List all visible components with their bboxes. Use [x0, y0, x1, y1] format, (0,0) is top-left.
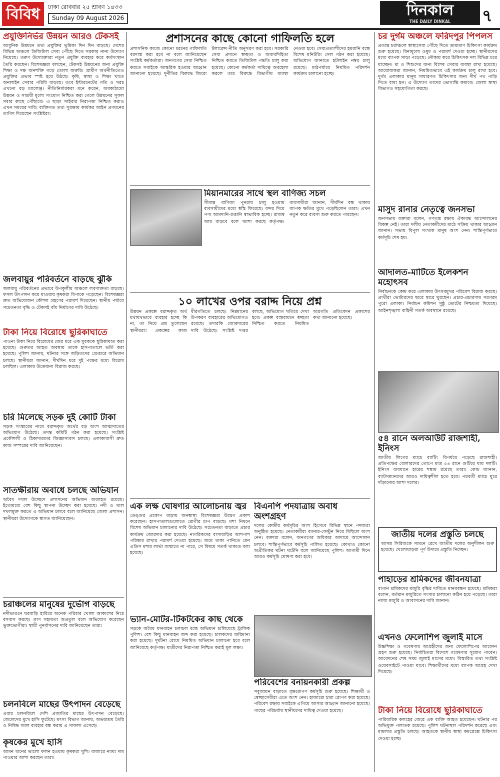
article-body: দলের কেন্দ্রীয় কর্মসূচির অংশ হিসেবে বিভিন্ন স্থানে পদযাত্রা অনুষ্ঠিত হয়েছে। নেতাকর্মীরা ব্যানার-ফেস্টুন নিয়ে মিছিলে অংশ নেন। বক্তারা বলেন, জনগণের অধিকার আদায়ে আন্দোলন চলবে। শান্তিপূর্ণভাবে কর্মসূচি পালিত হয়েছে। কোথাও কোনো অপ্রীতিকর ঘটনা ঘটেনি বলে জানিয়েছে পুলিশ। আগামী দিনে আরও কর্মসূচি ঘোষণা করা হবে।	[254, 524, 370, 561]
article-body: সীমান্ত বাণিজ্য পুনরায় চালু হওয়ায় ব্যবসায়ীদের মধ্যে স্বস্তি ফিরেছে। বন্দর দিয়ে পণ্য আমদানি-রপ্তানি স্বাভাবিক হচ্ছে। রাজস্ব আয় বাড়বে বলে আশা করছে কর্তৃপক্ষ। ব্যবসায়ীরা জানান, দীর্ঘদিন বন্ধ থাকায় ব্যাপক ক্ষতির মুখে পড়েছিলেন তারা। এখন নতুন করে ব্যবসা শুরু করতে পারছেন।	[204, 201, 370, 225]
page-number: ৭	[482, 6, 493, 25]
article-headline: বিএনপি পদযাত্রায় অবাধ অংশগ্রহণ	[254, 502, 338, 522]
article-body: বাগান শ্রমিকদের মজুরি বৃদ্ধির দাবিতে মানববন্ধন হয়েছে। শ্রমিকরা বলেন, বর্তমান মজুরিতে সংসার চালানো কঠিন হয়ে পড়েছে। তারা ন্যায্য মজুরি ও আবাসনের দাবি জানান।	[378, 587, 497, 605]
article-headline: কৃষকের মুখে হাসি	[3, 738, 63, 748]
section-divider	[130, 292, 370, 293]
date-english: Sunday 09 August 2026	[48, 13, 128, 24]
article	[130, 32, 370, 182]
article-body: পাওনা টাকা নিয়ে বিরোধের জের ধরে এক যুবককে ছুরিকাঘাত করা হয়েছে। গুরুতর আহত অবস্থায় তাকে হাসপাতালে ভর্তি করা হয়েছে। পুলিশ জানায়, ঘটনার সঙ্গে জড়িতদের গ্রেপ্তারে অভিযান চলছে। স্থানীয়রা জানান, দীর্ঘদিন ধরে দুই পক্ষের মধ্যে বিরোধ চলছিল। এলাকায় উত্তেজনা বিরাজ করছে।	[3, 340, 124, 370]
article-headline: মাসুদ রানার নেতৃত্বে জনসভা	[378, 205, 475, 215]
article-body: আমন ধানের ভালো ফলন হওয়ায় কৃষকরা খুশি। বাজারে ন্যায্য দাম পাওয়ার আশা করছেন তারা।	[3, 750, 124, 762]
article	[3, 700, 124, 734]
masthead	[0, 0, 500, 30]
article-body: সড়ক সংস্কারের নামে বরাদ্দকৃত অর্থের বড় অংশ আত্মসাতের অভিযোগ উঠেছে। তদন্ত কমিটি গঠন করা হয়েছে। সংশ্লিষ্ট প্রকৌশলী ও ঠিকাদারদের জিজ্ঞাসাবাদ চলছে। এলাকাবাসী দ্রুত কাজ সম্পন্নের দাবি জানিয়েছেন।	[3, 425, 124, 449]
article-headline: এক লক্ষ ঘোষণার আলোচনায় জ্বর	[130, 502, 247, 512]
article-headline: জাতীয় দলের প্রস্তুতি চলছে	[391, 530, 484, 540]
article-body: নদীভাঙনে ঘরবাড়ি হারিয়ে অনেক পরিবার খোলা আকাশের নিচে বসবাস করছে। ত্রাণ সহায়তা অপ্রতুল বলে অভিযোগ করেছেন ভুক্তভোগীরা। স্থায়ী পুনর্বাসনের দাবি জানিয়েছেন তারা।	[3, 612, 124, 630]
article	[130, 615, 250, 772]
article	[378, 32, 497, 202]
news-photo	[254, 615, 372, 677]
article-body: প্রত্যন্ত চরাঞ্চলে স্বাস্থ্যসেবা পৌঁছে দিতে ভ্রাম্যমাণ চিকিৎসা কার্যক্রম শুরু হয়েছে। বিনামূল্যে ওষুধ ও পরামর্শ দেওয়া হচ্ছে। স্থানীয়দের মধ্যে ব্যাপক সাড়া পড়েছে। নৌকায় করে চিকিৎসক দল বিভিন্ন চরে যাচ্ছেন। মা ও শিশুদের জন্য বিশেষ সেবার ব্যবস্থা রাখা হয়েছে। আয়োজকরা জানান, নিয়মিতভাবে এই কার্যক্রম চালু রাখা হবে। দুর্গম এলাকার মানুষ সাধারণত চিকিৎসার জন্য দীর্ঘ পথ পাড়ি দিতে বাধ্য হন। এ উদ্যোগ তাদের ভোগান্তি কমাবে। জেলা স্বাস্থ্য বিভাগও সহযোগিতা করছে।	[378, 44, 497, 93]
news-photo	[378, 371, 499, 433]
article-body: জাতীয় লিগের ম্যাচে ব্যাটিং বিপর্যয়ে পড়েছে রাজশাহী। প্রতিপক্ষের বোলারদের তোপে মাত্র ৫৪ রানে গুটিয়ে যায় দলটি। ইনিংস ব্যবধানে হারের শঙ্কায় রয়েছে তারা। কোচ জানান, ব্যাটসম্যানদের আরও দায়িত্বশীল হতে হবে। পরবর্তী ম্যাচে ঘুরে দাঁড়ানোর আশা দলের।	[378, 456, 497, 486]
article-headline: চলনবিলে মাছের উৎপাদন বেড়েছে	[3, 700, 121, 710]
column-divider	[374, 32, 375, 772]
article	[3, 275, 124, 325]
article	[3, 486, 124, 596]
article-headline: পাহাড়ের শ্রমিকদের জীবনযাত্রা	[378, 575, 481, 585]
article-headline: মিয়ানমারের সাথে স্থল বাণিজ্য সচল	[204, 189, 326, 199]
article-body: আসন্ন সিরিজকে সামনে রেখে জাতীয় দলের অনুশীলন শুরু হয়েছে। খেলোয়াড়রা পূর্ণ উদ্যমে প্রস্তুতি নিচ্ছেন।	[381, 542, 494, 554]
article-headline: ৫৪ রানে অলআউট রাজশাহী, ইনিংস	[378, 434, 481, 454]
article-headline: ভ্যান-মোটর-টিকটকের কাছ থেকে	[130, 615, 243, 625]
logo-text: দিনকাল	[406, 1, 454, 19]
section-divider	[3, 597, 124, 598]
article	[204, 189, 370, 289]
news-photo	[130, 189, 202, 246]
article-body: পারিবারিক কলহের জেরে এক ব্যক্তি আহত হয়েছেন। ঘটনার পর অভিযুক্ত পলাতক রয়েছে। পুলিশ ঘটনাস্থল পরিদর্শন করেছে এবং মামলার প্রস্তুতি চলছে। আহতকে স্থানীয় স্বাস্থ্য কমপ্লেক্সে চিকিৎসা দেওয়া হচ্ছে।	[378, 718, 497, 742]
article	[378, 205, 497, 265]
article-body: সবুজায়ন বাড়াতে বৃক্ষরোপণ কর্মসূচি শুরু হয়েছে। শিক্ষার্থী ও স্বেচ্ছাসেবীরা এতে অংশ নেন। হাজারো চারা রোপণ করা হয়েছে। পরিবেশ রক্ষায় সবাইকে এগিয়ে আসার আহ্বান জানানো হয়েছে। গাছের পরিচর্যায় স্থানীয়দের দায়িত্ব দেওয়া হয়েছে।	[254, 690, 370, 714]
article	[130, 295, 370, 495]
article-headline: আদালত-মাটিতে ইলেকশন মহোৎসব	[378, 268, 469, 288]
article	[130, 502, 250, 612]
logo-subtitle: THE DAILY DINKAL	[409, 19, 451, 24]
article	[3, 32, 124, 272]
article-headline: ১০ লাখের ওপর বরাদ্দ নিয়ে প্রশ্ন	[178, 295, 322, 308]
article-body: আধুনিক উন্নয়নে তথ্য প্রযুক্তির ভূমিকা দিন দিন বাড়ছে। দেশের বিভিন্ন অঞ্চলে ডিজিটাল সেবা পৌঁছে দিতে সরকার নানা উদ্যোগ নিয়েছে। তরুণ উদ্যোক্তারা নতুন প্রযুক্তি ব্যবহার করে কর্মসংস্থান তৈরি করছেন। বিশেষজ্ঞরা বলছেন, টেকসই উন্নয়নের জন্য প্রযুক্তি শিক্ষা ও দক্ষ জনশক্তি গড়ে তোলা জরুরি। গ্রামীণ অর্থনীতিতেও প্রযুক্তির প্রভাব স্পষ্ট হয়ে উঠছে। কৃষি, স্বাস্থ্য ও শিক্ষা খাতে অনলাইন সেবার পরিধি বাড়ছে। তবে ইন্টারনেটের গতি ও খরচ এখনো বড় চ্যালেঞ্জ। নীতিনির্ধারকরা মনে করেন, অবকাঠামো উন্নয়ন ও সাশ্রয়ী মূল্যে সংযোগ নিশ্চিত করা গেলে উন্নয়নের সুফল সবার কাছে পৌঁছাবে। এ ছাড়া সাইবার নিরাপত্তা নিশ্চিত করাও এখন সময়ের দাবি। ব্যক্তিগত তথ্য সুরক্ষায় কার্যকর আইন প্রণয়নের তাগিদ দিয়েছেন সংশ্লিষ্টরা।	[3, 44, 124, 118]
article-body: উচ্চশিক্ষা ও গবেষণায় আগ্রহীদের জন্য ফেলোশিপের আবেদন গ্রহণ শুরু হয়েছে। নির্বাচিতরা বিদেশে গবেষণার সুযোগ পাবেন। আবেদনের শেষ সময় জুলাই মাসের মধ্যে। বিস্তারিত তথ্য সংশ্লিষ্ট ওয়েবসাইটে পাওয়া যাবে। শিক্ষার্থীদের মধ্যে ব্যাপক আগ্রহ দেখা দিয়েছে।	[378, 645, 497, 675]
article	[3, 413, 124, 483]
article-headline: সাতক্ষীরায় অবাধে চলছে অভিযান	[3, 486, 119, 496]
article-headline: জলবায়ুর পরিবর্তনে বাড়ছে ঝুঁকি	[3, 275, 112, 285]
article	[3, 738, 124, 772]
article-headline: চর দুর্গম অঞ্চলে ফরিদপুর পিপলস	[378, 32, 493, 42]
article-body: প্রশাসনিক কাজে কোনো ধরনের গাফিলতি বরদাস্ত করা হবে না বলে জানিয়েছেন সংশ্লিষ্ট কর্মকর্তারা। জনগণের সেবা নিশ্চিত করতে সবাইকে আন্তরিক হওয়ার আহ্বান জানানো হয়েছে। দুর্নীতির বিরুদ্ধে জিরো টলারেন্স নীতি অনুসরণ করা হবে। সরকারি সেবা প্রদানে স্বচ্ছতা ও জবাবদিহিতা নিশ্চিত করতে ডিজিটাল পদ্ধতি চালু করা হয়েছে। কোনো কর্মকর্তা দায়িত্বে অবহেলা করলে তার বিরুদ্ধে বিভাগীয় ব্যবস্থা নেওয়া হবে। সেবাপ্রত্যাশীদের হয়রানি বন্ধে বিশেষ মনিটরিং সেল গঠন করা হয়েছে। অভিযোগ জানাতে হটলাইন নম্বর চালু রয়েছে। মাঠপর্যায়ে নিয়মিত পরিদর্শন কার্যক্রম চালানো হচ্ছে।	[130, 47, 370, 77]
section-divider	[130, 498, 370, 499]
section-divider	[130, 185, 370, 186]
article-headline: টাকা নিয়ে বিরোধে ছুরিকাঘাতে	[378, 706, 483, 716]
article-body: নির্বাচনকে কেন্দ্র করে এলাকায় উৎসবমুখর পরিবেশ বিরাজ করছে। প্রার্থীরা ভোটারদের দ্বারে দ্বারে ঘুরছেন। প্রচার-প্রচারণায় সরগরম পুরো এলাকা। নির্বাচন কমিশন সুষ্ঠু ভোটের নিশ্চয়তা দিয়েছে। আইনশৃঙ্খলা বাহিনী সতর্ক অবস্থানে রয়েছে।	[378, 290, 497, 314]
article-headline: এখনও ফেলোশিপ জুলাই মাসে	[378, 633, 483, 643]
boxed-article	[378, 527, 497, 572]
newspaper-logo	[380, 1, 480, 25]
article-headline: চরি মিলেছে সড়ক দুই কোটি টাকা	[3, 413, 116, 423]
date-bangla: ঢাকা রোববার ২৫ শ্রাবণ ১৪৩৩	[48, 4, 123, 11]
article-body: অবৈধ দখল উচ্ছেদে প্রশাসনের অভিযান অব্যাহত রয়েছে। ইতোমধ্যে বেশ কিছু স্থাপনা উচ্ছেদ করা হয়েছে। নদী ও খাল দখলমুক্ত করতে এ অভিযান চলবে বলে জানিয়েছে জেলা প্রশাসন। স্থানীয়রা উদ্যোগকে স্বাগত জানিয়েছেন।	[3, 498, 124, 522]
article-headline: পরিবেশের বনায়নকারী প্রকল্প	[254, 678, 351, 688]
article	[378, 268, 497, 368]
article-headline: প্রযুক্তিনির্ভর উন্নয়ন আরও টেকসই	[3, 32, 119, 42]
section-label: বিবিধ	[2, 2, 44, 26]
article-body: উন্নয়ন প্রকল্পে বরাদ্দকৃত অর্থ যথাযথভাবে ব্যবহার হচ্ছে কি না, তা নিয়ে প্রশ্ন তুলেছেন স্থানীয়রা। প্রকল্পের কাজ ধীরগতিতে চলছে। নিম্নমানের উপকরণ ব্যবহারের অভিযোগও রয়েছে। তদারকি জোরদারের দাবি উঠেছে। সংশ্লিষ্ট দপ্তর বলছে, অভিযোগ খতিয়ে দেখা হবে। প্রকল্প বাস্তবায়নে স্বচ্ছতা নিশ্চিত করতে নিয়মিত অগ্রগতি প্রতিবেদন প্রকাশের কথা জানানো হয়েছে।	[130, 310, 370, 334]
article	[254, 502, 370, 612]
article	[378, 434, 497, 524]
article	[3, 328, 124, 410]
article	[378, 706, 497, 772]
article	[254, 678, 370, 772]
article	[378, 633, 497, 703]
article-body: এবার চলনবিলে দেশি প্রজাতির মাছের উৎপাদন বেড়েছে। জেলেদের মুখে হাসি ফুটেছে। মৎস্য বিভাগ জানায়, অভয়াশ্রম তৈরি ও নিষিদ্ধ জাল ব্যবহার বন্ধ করায় এ সাফল্য এসেছে।	[3, 712, 124, 730]
article-body: সড়কে অবৈধ যানবাহন চলাচল বন্ধে অভিযান চালিয়েছে ট্রাফিক পুলিশ। বেশ কিছু যানবাহন জব্দ করা হয়েছে। চালকদের জরিমানা করা হয়েছে। দুর্ঘটনা রোধে নিয়মিত অভিযান চালানো হবে বলে জানিয়েছে কর্তৃপক্ষ। যাত্রীদের নিরাপত্তা নিশ্চিত করাই মূল লক্ষ্য।	[130, 627, 250, 651]
article-body: ডেঙ্গুর প্রকোপ বাড়ায় জনস্বাস্থ্য বিশেষজ্ঞরা উদ্বেগ প্রকাশ করেছেন। হাসপাতালগুলোতে রোগীর চাপ বাড়ছে। মশা নিধনে বিশেষ অভিযান চালানোর দাবি উঠেছে। সচেতনতা বাড়াতে প্রচার কার্যক্রম জোরদার করা হয়েছে। নাগরিকদের বাসাবাড়ির আশপাশ পরিষ্কার রাখার পরামর্শ দেওয়া হয়েছে। জমে থাকা পানিতে যেন এডিস মশার লার্ভা জন্মাতে না পারে, সে বিষয়ে সতর্ক থাকতে বলা হয়েছে।	[130, 514, 250, 557]
article-body: জলবায়ু পরিবর্তনের প্রভাবে উপকূলীয় অঞ্চলে লবণাক্ততা বাড়ছে। ফসল উৎপাদন কমে যাওয়ায় কৃষকরা বিপাকে পড়েছেন। বিশেষজ্ঞরা দ্রুত অভিযোজন কৌশল গ্রহণের পরামর্শ দিয়েছেন। স্থানীয় পর্যায়ে সচেতনতা বৃদ্ধি ও টেকসই বাঁধ নির্মাণের দাবি উঠেছে।	[3, 287, 124, 311]
article-headline: চরাঞ্চলের মানুষের দুর্ভোগ বাড়ছে	[3, 600, 115, 610]
article-body: জনসভায় বক্তারা বলেন, গণতন্ত্র রক্ষায় ঐক্যবদ্ধ আন্দোলনের বিকল্প নেই। তারা দলীয় নেতাকর্মীদের মাঠে সক্রিয় থাকার আহ্বান জানান। সভায় বিপুল সংখ্যক মানুষ অংশ নেন। শান্তিপূর্ণভাবে কর্মসূচি শেষ হয়।	[378, 217, 497, 241]
article-headline: প্রশাসনের কাছে কোনো গাফিলতি হলে	[165, 32, 335, 45]
date-block	[48, 3, 128, 24]
column-divider	[126, 32, 127, 772]
article-headline: টাকা নিয়ে বিরোধে ছুরিকাঘাতে	[3, 328, 108, 338]
article	[378, 575, 497, 630]
